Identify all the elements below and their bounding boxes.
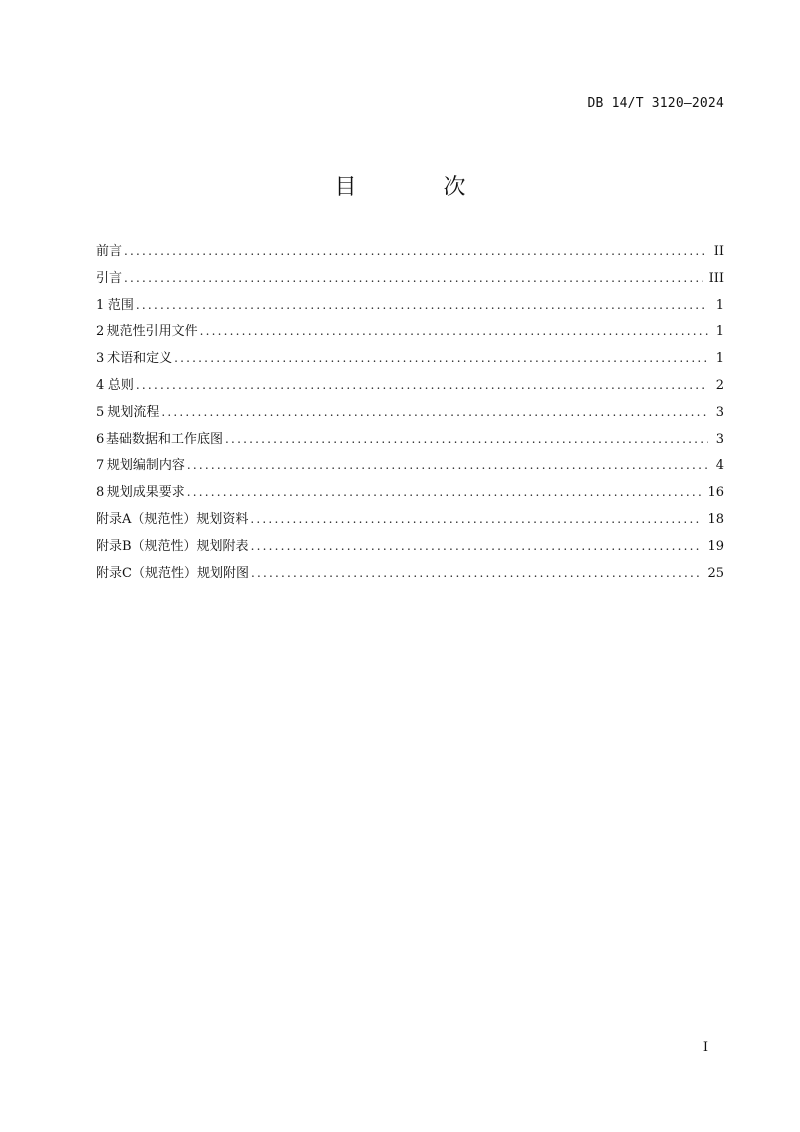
toc-entry-label: 规划流程	[107, 404, 160, 420]
toc-leader-dots	[174, 351, 708, 365]
document-code: DB 14/T 3120—2024	[587, 96, 724, 111]
toc-leader-dots	[200, 324, 708, 338]
toc-leader-dots	[251, 566, 702, 580]
toc-entry-planning-process[interactable]	[96, 401, 724, 428]
toc-leader-dots	[161, 405, 708, 419]
toc-entry-page: 16	[707, 485, 724, 501]
toc-entry-introduction[interactable]	[96, 267, 724, 294]
toc-title: 目 次	[334, 175, 506, 200]
page-number: I	[702, 1040, 708, 1055]
toc-leader-dots	[187, 485, 702, 499]
toc-leader-dots	[136, 378, 708, 392]
toc-entry-general[interactable]	[96, 374, 724, 401]
toc-entry-normative-references[interactable]	[96, 320, 724, 347]
toc-entry-page: II	[713, 244, 724, 259]
toc-entry-label: 基础数据和工作底图	[106, 431, 224, 447]
toc-leader-dots	[124, 271, 703, 285]
toc-entry-scope[interactable]	[96, 294, 724, 321]
toc-leader-dots	[225, 432, 708, 446]
toc-entry-appendix-c[interactable]	[96, 562, 724, 589]
table-of-contents	[96, 240, 724, 588]
toc-entry-number: 4	[96, 377, 105, 393]
toc-entry-number: 5	[96, 404, 105, 420]
toc-entry-label: 规划成果要求	[106, 485, 185, 501]
toc-entry-page: 1	[715, 324, 724, 340]
toc-entry-appendix-b[interactable]	[96, 535, 724, 562]
toc-entry-label: 术语和定义	[107, 351, 173, 367]
toc-entry-base-data[interactable]	[96, 428, 724, 455]
toc-entry-number: 8	[96, 485, 105, 501]
toc-entry-page: 1	[715, 351, 724, 367]
toc-entry-page: III	[708, 270, 724, 286]
toc-entry-page: 25	[707, 565, 724, 581]
toc-entry-number: 2	[96, 324, 105, 340]
toc-entry-label: 范围	[107, 297, 134, 313]
toc-entry-number: 7	[96, 458, 105, 474]
toc-leader-dots	[250, 512, 701, 526]
toc-entry-number: 1	[96, 297, 105, 313]
toc-entry-page: 19	[707, 538, 724, 554]
toc-entry-label: 附录B（规范性）规划附表	[96, 538, 249, 554]
toc-entry-page: 2	[715, 377, 724, 393]
toc-entry-label: 总则	[107, 377, 134, 393]
toc-leader-dots	[187, 458, 708, 472]
toc-entry-foreword[interactable]	[96, 240, 724, 267]
toc-entry-page: 18	[707, 511, 724, 527]
toc-entry-label: 规划编制内容	[106, 458, 185, 474]
toc-leader-dots	[124, 244, 708, 258]
toc-entry-label: 规范性引用文件	[106, 324, 198, 340]
toc-entry-label: 前言	[96, 244, 123, 259]
toc-entry-page: 4	[715, 458, 724, 474]
toc-entry-label: 附录C（规范性）规划附图	[96, 565, 249, 581]
toc-entry-terms[interactable]	[96, 347, 724, 374]
toc-entry-page: 3	[715, 431, 724, 447]
toc-entry-page: 1	[715, 297, 724, 313]
toc-entry-label: 引言	[96, 270, 123, 286]
toc-entry-deliverables[interactable]	[96, 481, 724, 508]
toc-entry-appendix-a[interactable]	[96, 508, 724, 535]
toc-entry-label: 附录A（规范性）规划资料	[96, 511, 249, 527]
toc-entry-number: 6	[96, 431, 105, 447]
toc-entry-number: 3	[96, 351, 105, 367]
toc-leader-dots	[251, 539, 702, 553]
toc-leader-dots	[136, 298, 708, 312]
toc-entry-planning-content[interactable]	[96, 454, 724, 481]
toc-entry-page: 3	[715, 404, 724, 420]
